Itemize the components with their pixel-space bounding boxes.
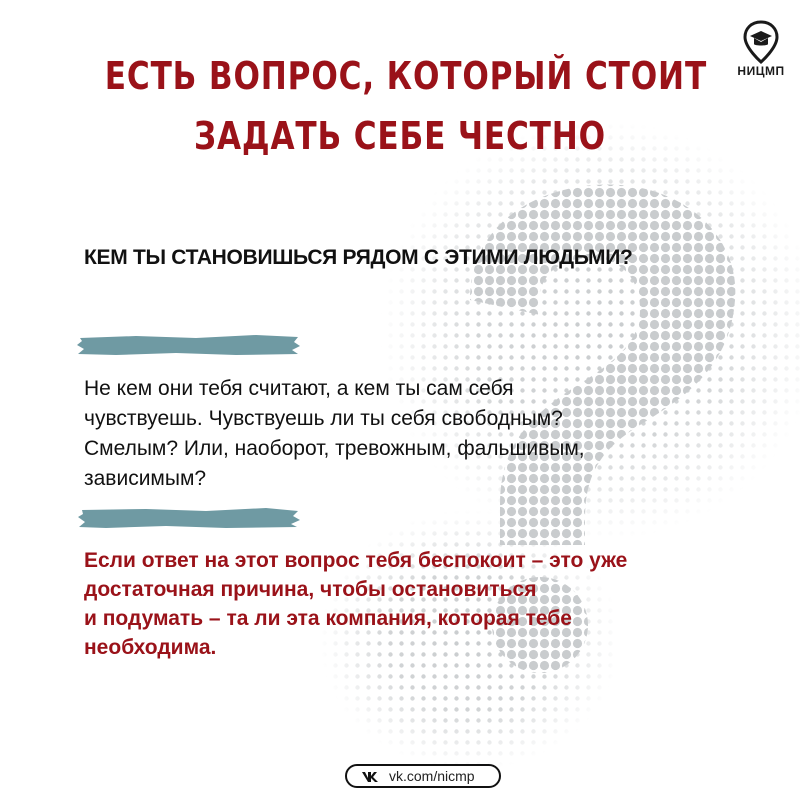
vk-link-badge[interactable] [345,764,501,788]
conclusion-line: необходима. [84,636,217,659]
body-line: чувствуешь. Чувствуешь ли ты себя свободным? [84,407,563,430]
title-line: ЕСТЬ ВОПРОС, КОТОРЫЙ СТОИТ [104,54,708,98]
conclusion-line: Если ответ на этот вопрос тебя беспокоит – это уже [84,549,628,572]
conclusion-line: достаточная причина, чтобы остановиться [84,578,537,601]
title-line: ЗАДАТЬ СЕБЕ ЧЕСТНО [194,114,606,158]
brush-stroke-divider [76,505,302,531]
body-line: Не кем они тебя считают, а кем ты сам себя [84,377,514,400]
page-title [104,46,708,166]
body-line: зависимым? [84,467,207,490]
vk-link-text[interactable]: vk.com/nicmp [389,768,475,784]
graduation-cap-pin-icon [743,20,779,64]
conclusion-line: и подумать – та ли эта компания, которая тебе [84,607,572,630]
brush-stroke-divider [76,332,302,358]
vk-icon [361,771,381,783]
conclusion-paragraph [84,546,744,662]
question-heading: КЕМ ТЫ СТАНОВИШЬСЯ РЯДОМ С ЭТИМИ ЛЮДЬМИ? [84,246,633,269]
organization-logo [727,20,793,78]
body-paragraph [84,374,724,494]
logo-text: НИЦМП [737,64,785,78]
body-line: Смелым? Или, наоборот, тревожным, фальшивым, [84,437,585,460]
